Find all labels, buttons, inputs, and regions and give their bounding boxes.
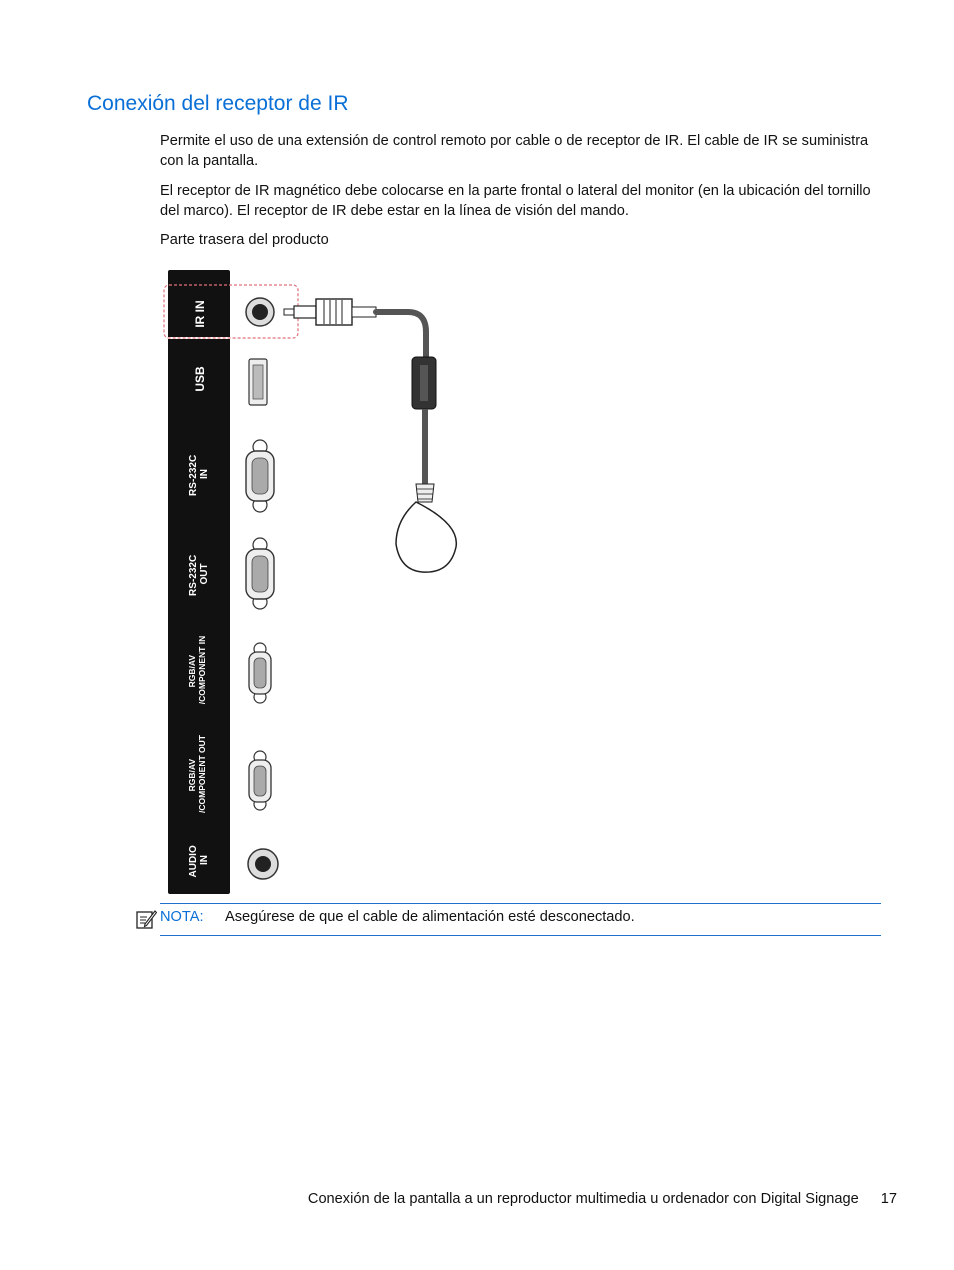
rgb-out-port [249, 751, 271, 810]
footer-text: Conexión de la pantalla a un reproductor multimedia u ordenador con Digital Signage [307, 1191, 859, 1207]
label-audio-in-1: AUDIO [188, 845, 199, 878]
label-rs232c-in-2: IN [199, 469, 210, 479]
usb-port [249, 359, 267, 405]
ir-in-jack [246, 298, 274, 326]
rs232c-in-port [246, 440, 274, 512]
intro-paragraph: Permite el uso de una extensión de control remoto por cable o de receptor de IR. El cable de IR se suministra con la pantalla. [160, 133, 869, 169]
label-usb: USB [193, 366, 207, 392]
label-rs232c-out-1: RS-232C [188, 554, 199, 596]
page-number: 17 [880, 1191, 897, 1207]
page-footer [0, 1191, 897, 1207]
rgb-in-port [249, 643, 271, 703]
note-text: Asegúrese de que el cable de alimentación esté desconectado. [225, 909, 635, 925]
ir-cable [284, 299, 456, 572]
label-rgb-in-2: /COMPONENT IN [197, 635, 207, 705]
note-pencil-icon [135, 908, 157, 930]
note-label: NOTA: [160, 909, 204, 925]
label-rgb-out-2: /COMPONENT OUT [197, 735, 207, 813]
label-ir-in: IR IN [193, 300, 207, 328]
audio-in-jack [248, 849, 278, 879]
label-rs232c-out-2: OUT [199, 563, 210, 585]
label-rs232c-in-1: RS-232C [188, 454, 199, 496]
note-box [160, 903, 881, 936]
section-title: Conexión del receptor de IR [87, 92, 349, 115]
label-audio-in-2: IN [199, 855, 210, 865]
label-rgb-out-1: RGB/AV [187, 758, 197, 792]
placement-paragraph: El receptor de IR magnético debe colocarse en la parte frontal o lateral del monitor (en la ubicación del tornillo del marco). El receptor de IR debe estar en la línea de visión del mando. [160, 183, 871, 219]
ir-receiver [396, 502, 456, 572]
rs232c-out-port [246, 538, 274, 609]
figure-caption: Parte trasera del producto [160, 232, 329, 248]
rear-panel-figure [160, 262, 480, 902]
label-rgb-in-1: RGB/AV [187, 654, 197, 688]
